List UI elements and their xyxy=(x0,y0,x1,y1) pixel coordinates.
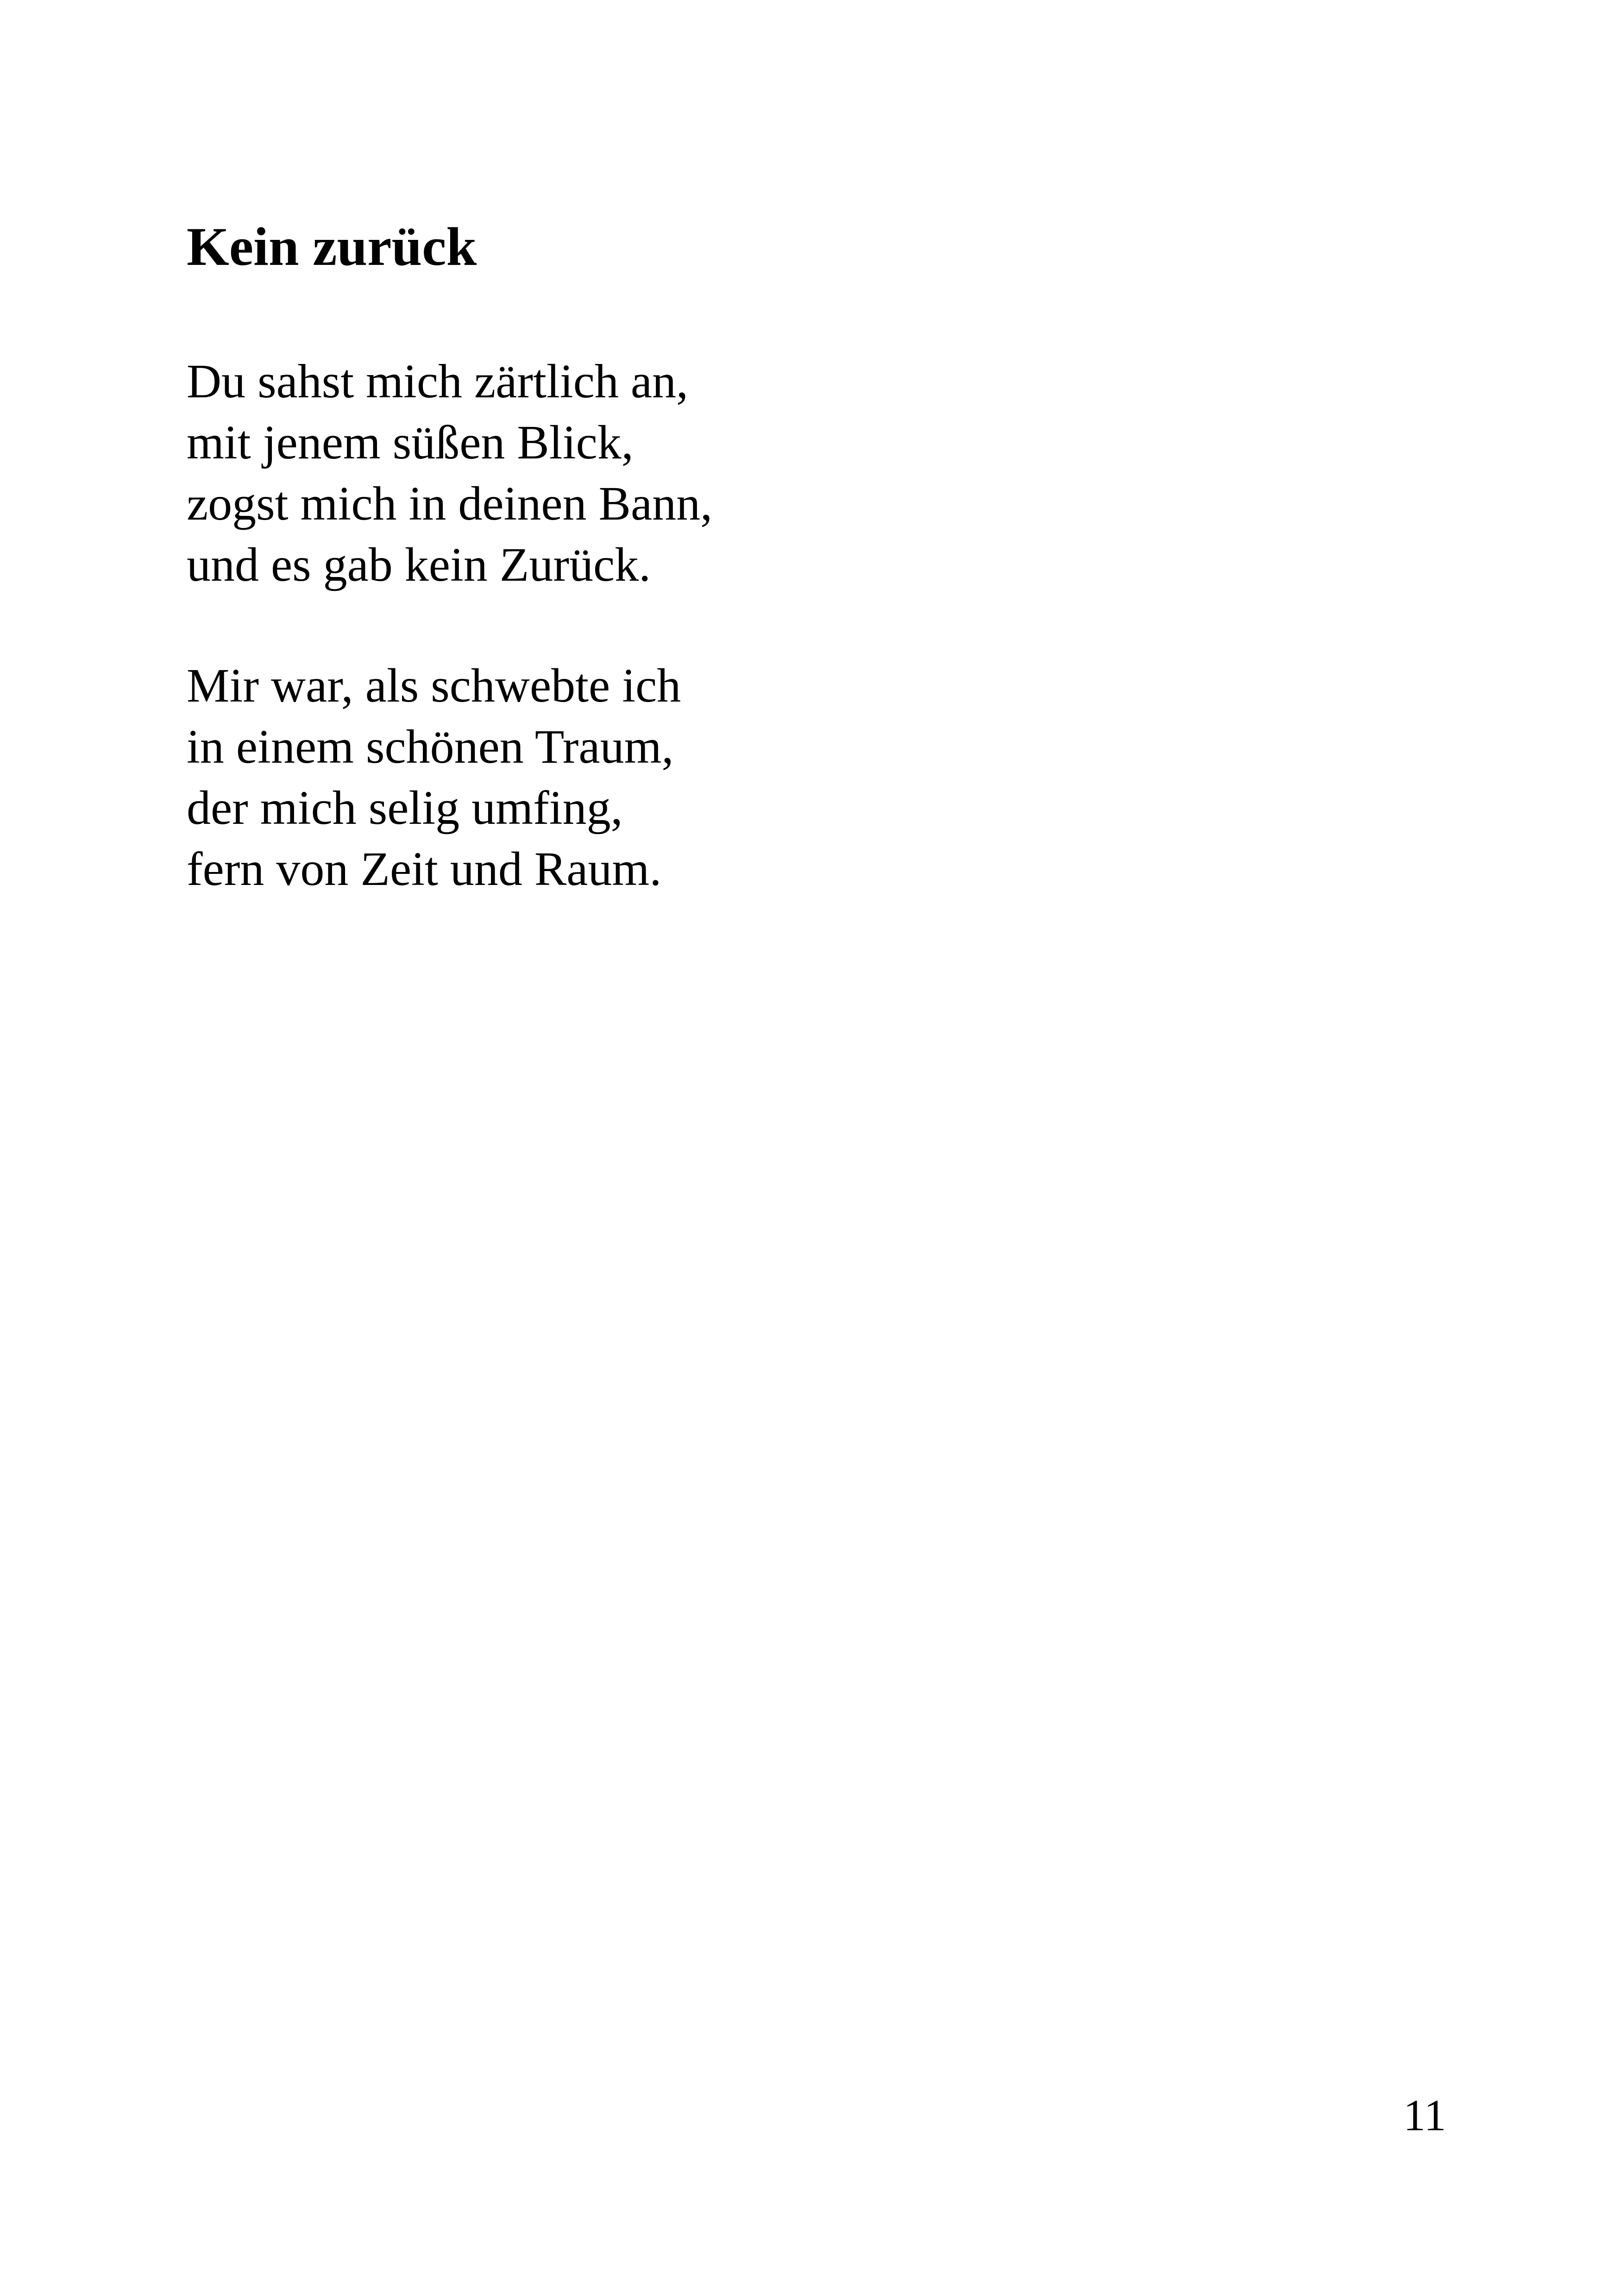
poem-title: Kein zurück xyxy=(187,216,477,277)
poem-stanza-2 xyxy=(187,655,681,900)
poem-line: Mir war, als schwebte ich xyxy=(187,659,681,712)
page-number: 11 xyxy=(1403,2090,1446,2140)
poem-line: zogst mich in deinen Bann, xyxy=(187,477,713,530)
poem-line: fern von Zeit und Raum. xyxy=(187,842,662,896)
poem-line: der mich selig umfing, xyxy=(187,781,623,834)
poem-line: und es gab kein Zurück. xyxy=(187,538,651,591)
poem-line: Du sahst mich zärtlich an, xyxy=(187,355,689,408)
poem-line: mit jenem süßen Blick, xyxy=(187,416,634,469)
poem-stanza-1 xyxy=(187,351,712,596)
poem-line: in einem schönen Traum, xyxy=(187,720,674,773)
